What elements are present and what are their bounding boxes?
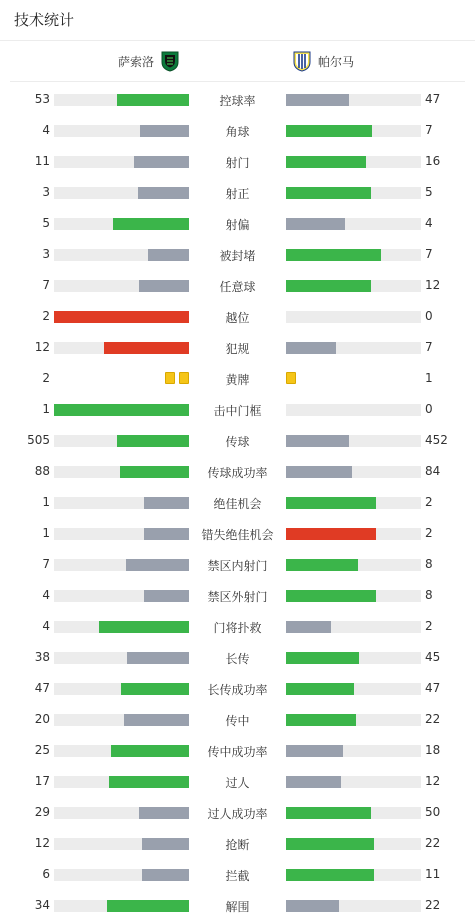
home-bar-track xyxy=(54,280,189,292)
stat-label: 传中 xyxy=(225,714,250,728)
home-value: 6 xyxy=(42,867,50,881)
home-value: 47 xyxy=(34,681,50,695)
home-bar xyxy=(134,156,189,168)
home-value: 34 xyxy=(34,898,50,912)
away-value: 47 xyxy=(425,92,441,106)
away-bar xyxy=(286,838,374,850)
stat-row xyxy=(0,642,475,673)
away-value: 22 xyxy=(425,898,441,912)
away-yellow-cards xyxy=(286,372,296,384)
home-bar-track xyxy=(54,528,189,540)
away-bar-track xyxy=(286,125,421,137)
away-bar xyxy=(286,745,343,757)
home-value: 88 xyxy=(34,464,50,478)
away-bar xyxy=(286,94,349,106)
stat-label: 传球成功率 xyxy=(207,466,268,480)
away-bar xyxy=(286,590,376,602)
away-bar-track xyxy=(286,435,421,447)
away-bar-track xyxy=(286,807,421,819)
home-value: 2 xyxy=(42,371,50,385)
away-bar-track xyxy=(286,311,421,323)
away-value: 16 xyxy=(425,154,441,168)
home-bar xyxy=(148,249,189,261)
stat-label: 过人成功率 xyxy=(207,807,268,821)
away-bar-track xyxy=(286,187,421,199)
stat-label: 射偏 xyxy=(225,218,250,232)
stat-row xyxy=(0,177,475,208)
away-bar-track xyxy=(286,838,421,850)
stat-row xyxy=(0,456,475,487)
away-value: 0 xyxy=(425,309,433,323)
home-bar xyxy=(124,714,189,726)
away-bar xyxy=(286,683,354,695)
stat-label: 长传成功率 xyxy=(207,683,268,697)
home-bar-track xyxy=(54,435,189,447)
page-title: 技术统计 xyxy=(0,0,475,41)
away-value: 47 xyxy=(425,681,441,695)
home-bar-track xyxy=(54,900,189,912)
away-bar xyxy=(286,249,381,261)
away-value: 5 xyxy=(425,185,433,199)
away-value: 2 xyxy=(425,619,433,633)
home-bar-track xyxy=(54,714,189,726)
away-bar xyxy=(286,776,341,788)
away-bar xyxy=(286,435,349,447)
stat-row xyxy=(0,518,475,549)
away-value: 8 xyxy=(425,557,433,571)
home-bar xyxy=(99,621,189,633)
away-bar-track xyxy=(286,94,421,106)
home-bar-track xyxy=(54,590,189,602)
stat-label: 禁区外射门 xyxy=(207,590,268,604)
stat-row xyxy=(0,828,475,859)
home-value: 4 xyxy=(42,123,50,137)
home-bar xyxy=(144,590,189,602)
stat-label: 传球 xyxy=(225,435,250,449)
home-bar xyxy=(140,125,189,137)
home-bar xyxy=(121,683,189,695)
away-bar xyxy=(286,714,356,726)
home-value: 1 xyxy=(42,526,50,540)
home-value: 12 xyxy=(34,340,50,354)
teams-header xyxy=(10,41,465,82)
stat-label: 黄牌 xyxy=(225,373,250,387)
home-bar-track xyxy=(54,125,189,137)
stat-label: 抢断 xyxy=(225,838,250,852)
home-bar xyxy=(117,435,189,447)
away-bar xyxy=(286,621,331,633)
stat-row xyxy=(0,487,475,518)
home-bar-track xyxy=(54,683,189,695)
home-bar-track xyxy=(54,156,189,168)
away-bar xyxy=(286,280,371,292)
home-value: 505 xyxy=(27,433,50,447)
away-value: 7 xyxy=(425,340,433,354)
home-bar xyxy=(117,94,189,106)
home-team-name: 萨索洛 xyxy=(117,54,154,69)
stat-row xyxy=(0,580,475,611)
away-bar-track xyxy=(286,652,421,664)
home-bar xyxy=(104,342,189,354)
away-bar xyxy=(286,559,358,571)
stat-row xyxy=(0,208,475,239)
away-value: 4 xyxy=(425,216,433,230)
home-value: 12 xyxy=(34,836,50,850)
away-bar-track xyxy=(286,342,421,354)
away-bar xyxy=(286,652,359,664)
home-bar xyxy=(113,218,189,230)
home-bar xyxy=(120,466,189,478)
away-bar xyxy=(286,497,376,509)
stat-row xyxy=(0,735,475,766)
home-bar-track xyxy=(54,466,189,478)
home-value: 1 xyxy=(42,495,50,509)
stat-label: 拦截 xyxy=(225,869,250,883)
home-value: 4 xyxy=(42,588,50,602)
away-value: 1 xyxy=(425,371,433,385)
home-bar-track xyxy=(54,838,189,850)
stat-row xyxy=(0,301,475,332)
away-bar xyxy=(286,900,339,912)
away-bar xyxy=(286,466,352,478)
home-team[interactable] xyxy=(112,41,180,81)
home-value: 5 xyxy=(42,216,50,230)
away-bar xyxy=(286,807,371,819)
home-bar xyxy=(142,869,189,881)
home-bar-track xyxy=(54,776,189,788)
away-team-name: 帕尔马 xyxy=(318,54,355,69)
away-value: 2 xyxy=(425,495,433,509)
home-bar xyxy=(144,528,189,540)
away-bar xyxy=(286,156,366,168)
home-bar xyxy=(139,807,189,819)
stat-label: 控球率 xyxy=(219,94,256,108)
stat-label: 过人 xyxy=(225,776,250,790)
home-value: 53 xyxy=(34,92,50,106)
home-yellow-cards xyxy=(165,372,189,384)
stat-row xyxy=(0,859,475,890)
home-value: 7 xyxy=(42,278,50,292)
home-bar-track xyxy=(54,342,189,354)
away-bar-track xyxy=(286,869,421,881)
stat-row xyxy=(0,394,475,425)
stat-row xyxy=(0,766,475,797)
home-bar-track xyxy=(54,869,189,881)
home-bar-track xyxy=(54,218,189,230)
away-bar-track xyxy=(286,280,421,292)
away-bar xyxy=(286,187,371,199)
away-value: 452 xyxy=(425,433,448,447)
away-bar-track xyxy=(286,156,421,168)
away-bar-track xyxy=(286,559,421,571)
away-value: 22 xyxy=(425,836,441,850)
away-value: 18 xyxy=(425,743,441,757)
away-bar xyxy=(286,218,345,230)
away-value: 2 xyxy=(425,526,433,540)
away-bar-track xyxy=(286,404,421,416)
yellow-card-icon xyxy=(286,372,296,384)
stat-row xyxy=(0,270,475,301)
stat-row xyxy=(0,425,475,456)
yellow-card-icon xyxy=(179,372,189,384)
stat-row xyxy=(0,611,475,642)
stat-row xyxy=(0,239,475,270)
home-bar xyxy=(139,280,189,292)
stat-label: 错失绝佳机会 xyxy=(201,528,274,542)
home-bar xyxy=(144,497,189,509)
home-bar-track xyxy=(54,94,189,106)
home-value: 11 xyxy=(34,154,50,168)
stat-label: 绝佳机会 xyxy=(213,497,262,511)
stat-label: 犯规 xyxy=(225,342,250,356)
sassuolo-crest-icon xyxy=(160,50,180,72)
home-value: 1 xyxy=(42,402,50,416)
home-bar-track xyxy=(54,559,189,571)
home-bar-track xyxy=(54,652,189,664)
away-bar-track xyxy=(286,745,421,757)
stat-row xyxy=(0,115,475,146)
stat-row xyxy=(0,332,475,363)
stat-label: 射正 xyxy=(225,187,250,201)
home-value: 17 xyxy=(34,774,50,788)
home-value: 29 xyxy=(34,805,50,819)
home-value: 7 xyxy=(42,557,50,571)
home-bar-track xyxy=(54,745,189,757)
away-bar-track xyxy=(286,590,421,602)
stat-row xyxy=(0,84,475,115)
away-bar xyxy=(286,528,376,540)
home-bar xyxy=(138,187,189,199)
away-value: 84 xyxy=(425,464,441,478)
stat-label: 任意球 xyxy=(219,280,256,294)
home-value: 3 xyxy=(42,185,50,199)
home-value: 25 xyxy=(34,743,50,757)
stat-label: 传中成功率 xyxy=(207,745,268,759)
stat-label: 被封堵 xyxy=(219,249,256,263)
away-value: 7 xyxy=(425,123,433,137)
home-bar xyxy=(142,838,189,850)
away-bar-track xyxy=(286,249,421,261)
home-bar xyxy=(54,311,189,323)
away-bar-track xyxy=(286,528,421,540)
home-value: 3 xyxy=(42,247,50,261)
away-value: 8 xyxy=(425,588,433,602)
stat-label: 射门 xyxy=(225,156,250,170)
home-bar-track xyxy=(54,249,189,261)
away-value: 12 xyxy=(425,278,441,292)
home-bar xyxy=(109,776,189,788)
home-value: 20 xyxy=(34,712,50,726)
home-bar-track xyxy=(54,404,189,416)
stat-label: 角球 xyxy=(225,125,250,139)
home-bar-track xyxy=(54,807,189,819)
parma-crest-icon xyxy=(292,50,312,72)
stat-label: 解围 xyxy=(225,900,250,914)
away-value: 22 xyxy=(425,712,441,726)
away-bar xyxy=(286,125,372,137)
stat-row xyxy=(0,704,475,735)
home-value: 38 xyxy=(34,650,50,664)
away-value: 0 xyxy=(425,402,433,416)
away-bar-track xyxy=(286,497,421,509)
yellow-card-icon xyxy=(165,372,175,384)
away-value: 50 xyxy=(425,805,441,819)
away-value: 12 xyxy=(425,774,441,788)
stat-row xyxy=(0,890,475,921)
stat-row xyxy=(0,549,475,580)
home-bar xyxy=(54,404,189,416)
away-bar-track xyxy=(286,900,421,912)
stat-label: 长传 xyxy=(225,652,250,666)
stat-row xyxy=(0,797,475,828)
stat-label: 禁区内射门 xyxy=(207,559,268,573)
away-bar-track xyxy=(286,714,421,726)
away-value: 45 xyxy=(425,650,441,664)
home-bar xyxy=(126,559,189,571)
away-bar-track xyxy=(286,466,421,478)
stats-list xyxy=(0,84,475,921)
stat-row xyxy=(0,673,475,704)
away-bar-track xyxy=(286,621,421,633)
home-value: 4 xyxy=(42,619,50,633)
away-value: 7 xyxy=(425,247,433,261)
home-bar-track xyxy=(54,187,189,199)
away-bar xyxy=(286,342,336,354)
home-bar xyxy=(107,900,189,912)
away-team[interactable] xyxy=(292,41,360,81)
stat-label: 越位 xyxy=(225,311,250,325)
away-bar-track xyxy=(286,218,421,230)
stat-row xyxy=(0,363,475,394)
stat-label: 击中门框 xyxy=(213,404,262,418)
home-bar-track xyxy=(54,497,189,509)
home-bar xyxy=(111,745,189,757)
away-value: 11 xyxy=(425,867,441,881)
home-bar xyxy=(127,652,189,664)
home-value: 2 xyxy=(42,309,50,323)
away-bar-track xyxy=(286,776,421,788)
home-bar-track xyxy=(54,311,189,323)
home-bar-track xyxy=(54,621,189,633)
away-bar-track xyxy=(286,683,421,695)
stat-label: 门将扑救 xyxy=(213,621,262,635)
stat-row xyxy=(0,146,475,177)
away-bar xyxy=(286,869,374,881)
